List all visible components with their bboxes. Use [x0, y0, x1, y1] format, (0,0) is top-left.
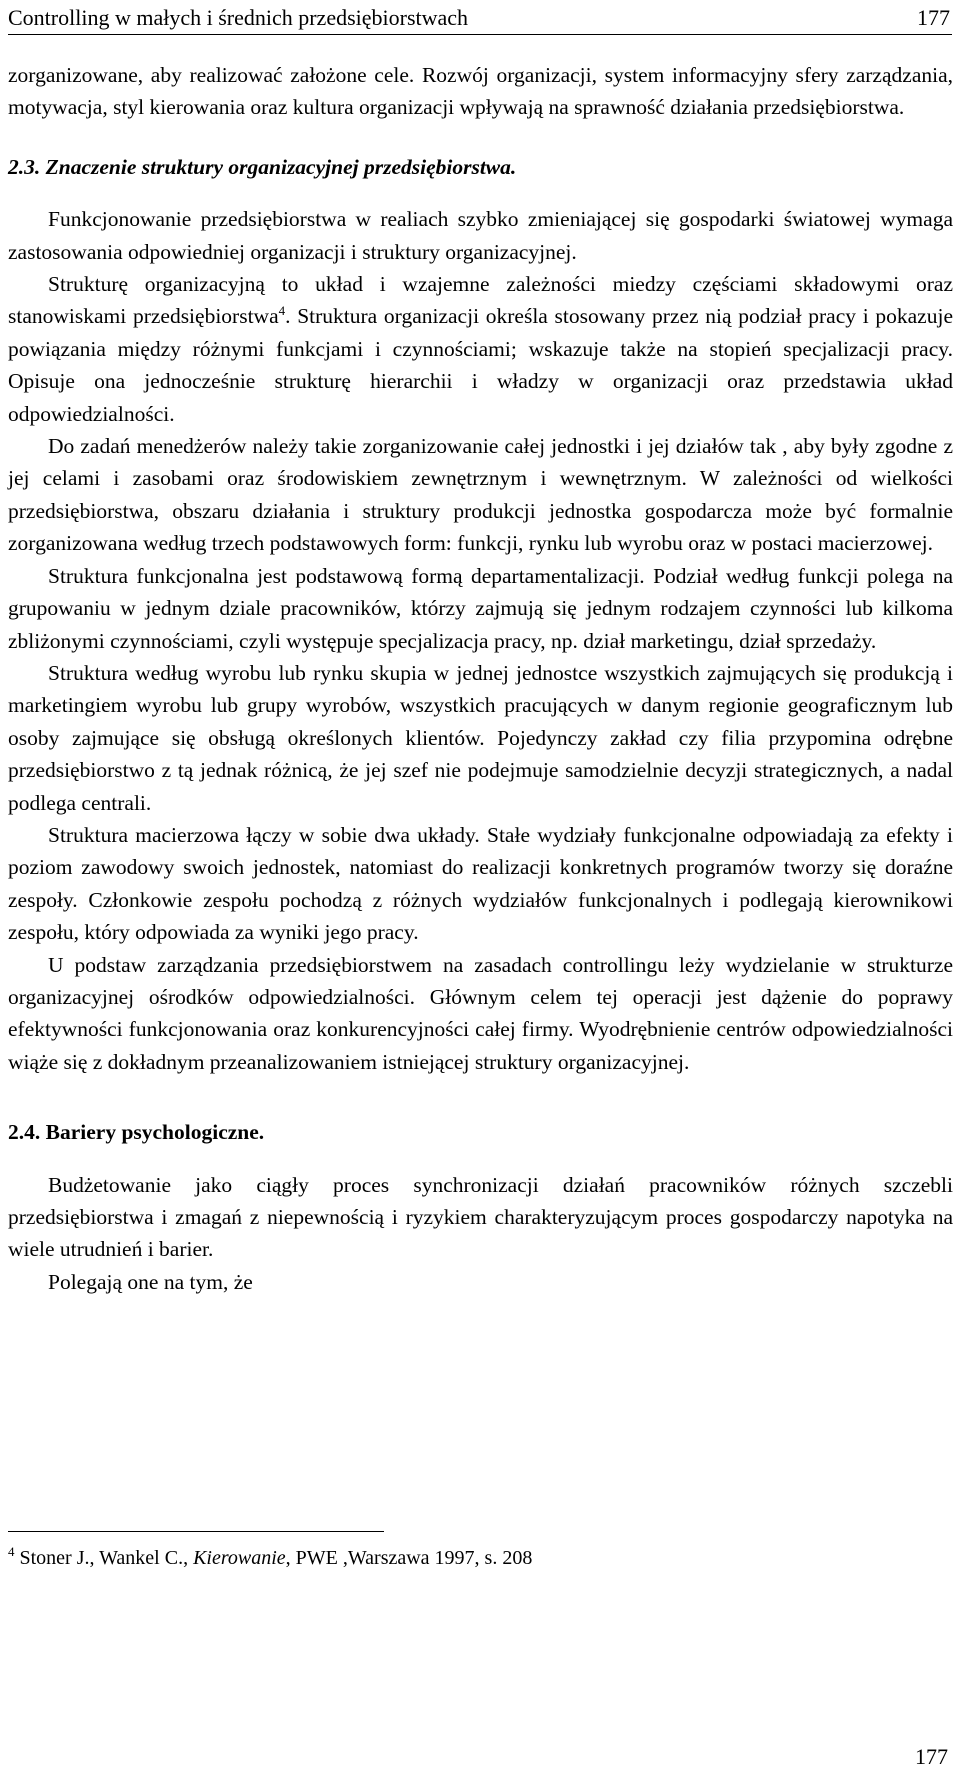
paragraph-functioning: Funkcjonowanie przedsiębiorstwa w realiach szybko zmieniającej się gospodarki światowej wymaga zastosowania odpowiedniej organizacji i struktury organizacyjnej. [8, 207, 953, 264]
section-heading-2-3: 2.3. Znaczenie struktury organizacyjnej przedsiębiorstwa. [8, 154, 517, 179]
header-page-number: 177 [917, 5, 950, 30]
page-body [8, 59, 953, 1298]
footnote-book-title: Kierowanie [193, 1547, 286, 1569]
paragraph-structure-text-b: . Struktura organizacji określa stosowany przez nią podział pracy i pokazuje powiązania między różnymi funkcjami i czynnościami; wskazuje także na stopień specjalizacji pracy. Opisuje ona jednocześnie strukturę hierarchii i władzy w organizacji oraz przedstawia układ odpowiedzialności. [8, 304, 953, 426]
paragraph-managers: Do zadań menedżerów należy takie zorganizowanie całej jednostki i jej działów tak , aby były zgodne z jej celami i zasobami oraz środowiskiem zewnętrznym i wewnętrznym. W zależności od wielkości przedsiębiorstwa, obszaru działania i struktury produkcji jednostka gospodarcza może być formalnie zorganizowana według trzech podstawowych form: funkcji, rynku lub wyrobu oraz w postaci macierzowej. [8, 434, 953, 556]
footnote-text-before: Stoner J., Wankel C., [14, 1547, 194, 1569]
footnote-reference: 4 [278, 303, 286, 319]
paragraph-budgeting: Budżetowanie jako ciągły proces synchronizacji działań pracowników różnych szczebli przedsiębiorstwa i zmagań z niepewnością i ryzykiem charakteryzującym proces gospodarczy napotyka na wiele utrudnień i barier. [8, 1172, 953, 1262]
footnote-separator [8, 1531, 384, 1532]
running-header [8, 4, 952, 35]
paragraph-product-structure: Struktura według wyrobu lub rynku skupia w jednej jednostce wszystkich zajmujących się produkcją i marketingiem wyrobu lub grupy wyrobów, wszystkich pracujących w danym regionie geograficznym lub osoby zajmujące się obsługą określonych klientów. Pojedynczy zakład czy filia przypomina odrębne przedsiębiorstwo z tą jednak różnicą, że jej szef nie podejmuje samodzielnie decyzji strategicznych, a nadal podlega centrali. [8, 660, 953, 815]
footnote [8, 1545, 532, 1571]
paragraph-functional-structure: Struktura funkcjonalna jest podstawową formą departamentalizacji. Podział według funkcji polega na grupowaniu w jednym dziale pracowników, którzy zajmują się jednym rodzajem czynności lub kilkoma zbliżonymi czynnościami, czyli występuje specjalizacja pracy, np. dział marketingu, dział sprzedaży. [8, 563, 953, 653]
paragraph-barriers-intro: Polegają one na tym, że [48, 1269, 253, 1294]
footnote-text-after: , PWE ,Warszawa 1997, s. 208 [285, 1547, 533, 1569]
paragraph-structure-definition [8, 268, 953, 430]
paragraph-continuation: zorganizowane, aby realizować założone cele. Rozwój organizacji, system informacyjny sfery zarządzania, motywacja, styl kierowania oraz kultura organizacji wpływają na sprawność działania przedsiębiorstwa. [8, 63, 953, 120]
paragraph-controlling: U podstaw zarządzania przedsiębiorstwem na zasadach controllingu leży wydzielanie w strukturze organizacyjnej ośrodków odpowiedzialności. Głównym celem tej operacji jest dążenie do poprawy efektywności funkcjonowania oraz konkurencyjności całej firmy. Wyodrębnienie centrów odpowiedzialności wiąże się z dokładnym przeanalizowaniem istniejącej struktury organizacyjnej. [8, 952, 953, 1074]
footnote-marker: 4 [8, 1544, 15, 1559]
paragraph-matrix-structure: Struktura macierzowa łączy w sobie dwa układy. Stałe wydziały funkcjonalne odpowiadają za efekty i poziom zawodowy swoich jednostek, natomiast do realizacji konkretnych programów tworzy się doraźne zespoły. Członkowie zespołu pochodzą z różnych wydziałów funkcjonalnych i podlegają kierownikowi zespołu, który odpowiada za wyniki jego pracy. [8, 822, 953, 945]
footer-page-number: 177 [915, 1744, 948, 1769]
running-header-title: Controlling w małych i średnich przedsiębiorstwach [8, 5, 469, 30]
paragraph-structure-text-a: Strukturę organizacyjną to układ i wzajemne zależności miedzy częściami składowymi oraz stanowiskami przedsiębiorstwa [8, 272, 953, 329]
section-heading-2-4: 2.4. Bariery psychologiczne. [8, 1120, 265, 1145]
